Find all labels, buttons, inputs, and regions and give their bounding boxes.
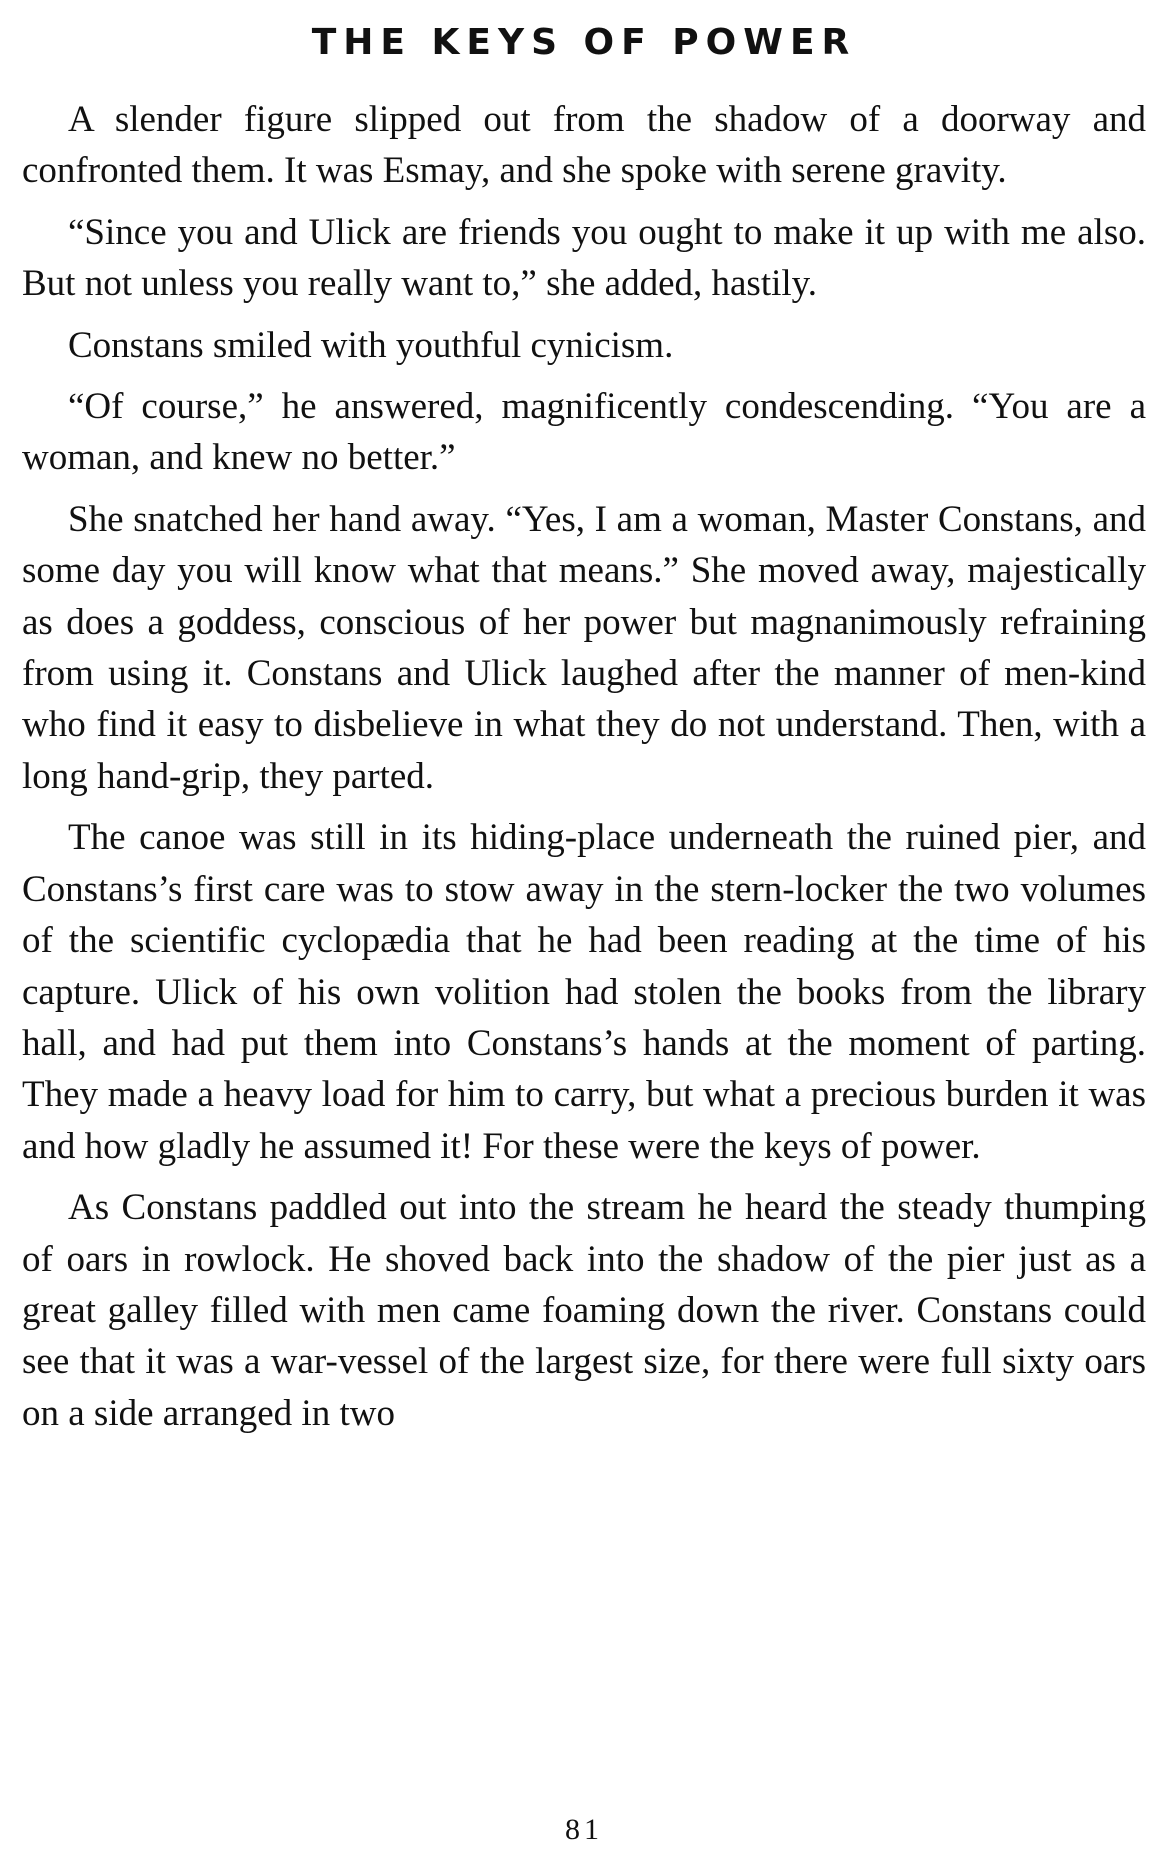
page-number: 81 <box>565 1813 603 1846</box>
paragraph: “Of course,” he answered, magnificently condescending. “You are a woman, and knew no better.” <box>22 386 1146 479</box>
running-head: THE KEYS OF POWER <box>311 22 857 63</box>
book-page <box>22 0 1146 1861</box>
paragraph: As Constans paddled out into the stream he heard the steady thumping of oars in rowlock. He shoved back into the shadow of the pier just as a great galley filled with men came foaming down the river. Constans could see that it was a war-vessel of the largest size, for there were full sixty oars on a side arranged in two <box>22 1187 1146 1434</box>
paragraph: Constans smiled with youthful cynicism. <box>68 324 674 366</box>
paragraph: A slender figure slipped out from the shadow of a doorway and confronted them. It was Esmay, and she spoke with serene gravity. <box>22 99 1146 192</box>
paragraph: The canoe was still in its hiding-place underneath the ruined pier, and Constans’s first care was to stow away in the stern-locker the two volumes of the scientific cyclopædia that he had been reading at the time of his capture. Ulick of his own volition had stolen the books from the library hall, and had put them into Constans’s hands at the moment of parting. They made a heavy load for him to carry, but what a precious burden it was and how gladly he assumed it! For these were the keys of power. <box>22 817 1146 1167</box>
paragraph: “Since you and Ulick are friends you ought to make it up with me also. But not unless you really want to,” she added, hastily. <box>22 211 1146 305</box>
body-text <box>22 94 1146 1439</box>
paragraph: She snatched her hand away. “Yes, I am a woman, Master Constans, and some day you will know what that means.” She moved away, majestically as does a goddess, conscious of her power but magnanimously refraining from using it. Constans and Ulick laughed after the manner of men-kind who find it easy to disbelieve in what they do not understand. Then, with a long hand-grip, they parted. <box>22 498 1146 797</box>
